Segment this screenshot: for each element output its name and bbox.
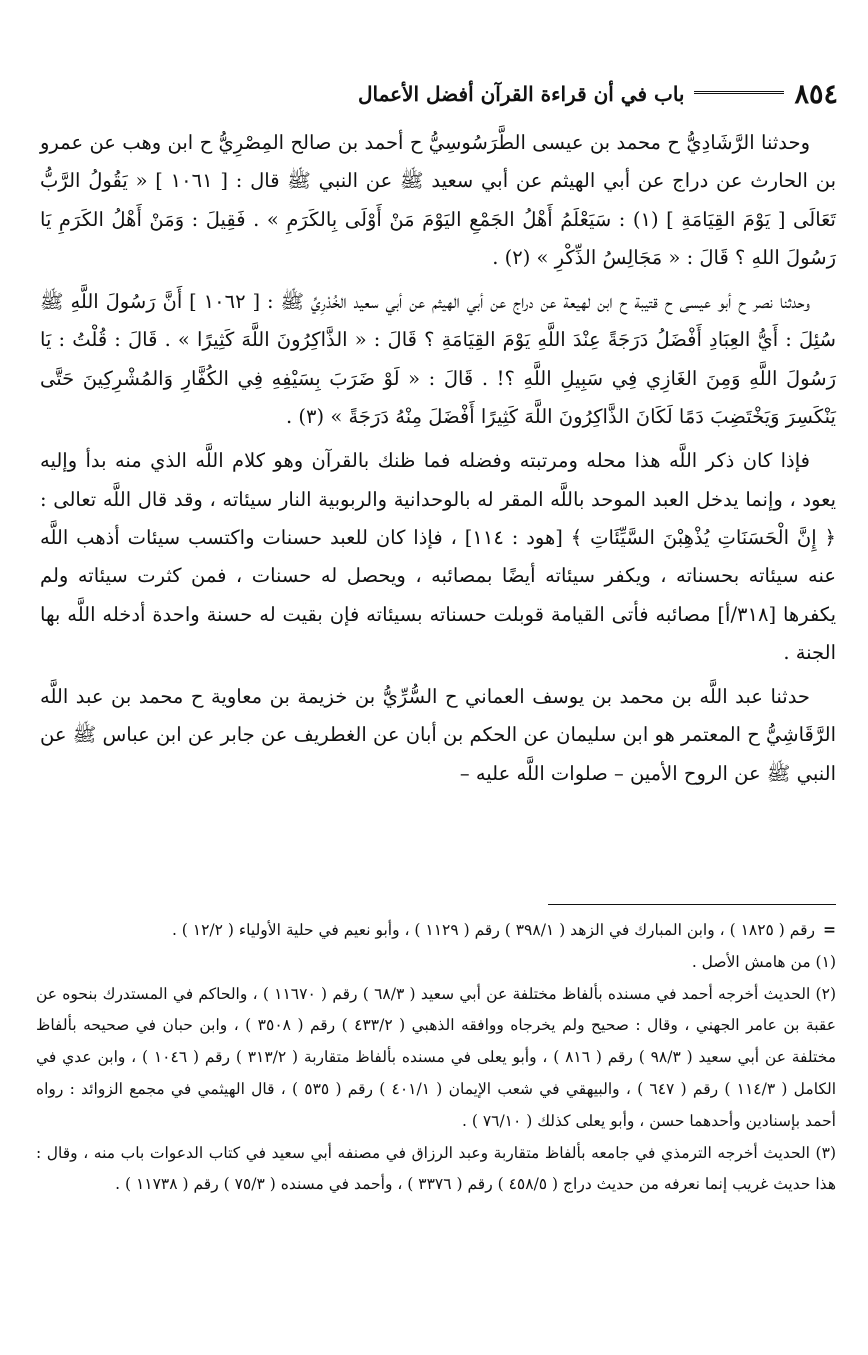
commentary-paragraph: فإذا كان ذكر اللَّه هذا محله ومرتبته وفضله فما ظنك بالقرآن وهو كلام اللَّه الذي منه بدأ وإليه يعود ، وإنما يدخل العبد الموحد باللَّه المقر له بالوحدانية والربوبية النار سيئاته ، وقد قال اللَّه تعالى : ﴿ إِنَّ الْحَسَنَاتِ يُذْهِبْنَ السَّيِّئَاتِ ﴾ [هود : ١١٤] ، فإذا كان للعبد حسنات واكتسب سيئات أذهب اللَّه عنه سيئاته بحسناته ، ويكفر سيئاته أيضًا بمصائبه ، ويحصل له حسنات ، فمن كثرت سيئاته ولم يكفرها [٣١٨/أ] مصائبه فأتى القيامة قوبلت حسناته بسيئاته فإن بقيت له حسنة واحدة أدخله اللَّه بها الجنة . xyxy=(40,449,837,664)
footnotes xyxy=(36,914,836,1201)
page-number: ٨٥٤ xyxy=(794,78,838,110)
header-double-rule xyxy=(694,91,784,98)
footnote-2: (٢) الحديث أخرجه أحمد في مسنده بألفاظ مختلفة عن أبي سعيد ( ٦٨/٣ ) رقم ( ١١٦٧٠ ) ، والحاكم في المستدرك بنحوه عن عقبة بن عامر الجهني ، وقال : صحيح ولم يخرجاه ووافقه الذهبي ( ٤٣٣/٢ ) رقم ( ٣٥٠٨ ) ، وابن حبان في صحيحه بألفاظ مختلفة عن أبي سعيد ( ٩٨/٣ ) رقم ( ٨١٦ ) ، وأبو يعلى في مسنده بألفاظ متقاربة ( ٣١٣/٢ ) رقم ( ١٠٤٦ ) ، وابن عدي في الكامل ( ١١٤/٣ ) رقم ( ٦٤٧ ) ، والبيهقي في شعب الإيمان ( ٤٠١/١ ) رقم ( ٥٣٥ ) ، قال الهيثمي في مجمع الزوائد : رواه أحمد بإسنادين وأحدهما حسن ، وأبو يعلى كذلك ( ٧٦/١٠ ) . xyxy=(36,984,837,1130)
footnote-1: (١) من هامش الأصل . xyxy=(691,952,836,971)
footnote-continuation: = رقم ( ١٨٢٥ ) ، وابن المبارك في الزهد ( ٣٩٨/١ ) رقم ( ١١٢٩ ) ، وأبو نعيم في حلية الأولياء ( ١٢/٢ ) . xyxy=(36,914,836,947)
chapter-title: باب في أن قراءة القرآن أفضل الأعمال xyxy=(357,82,685,106)
hadith-paragraph-1062: وحدثنا نصر ح أبو عيسى ح قتيبة ح ابن لهيعة عن دراج عن أبي الهيثم عن أبي سعيد الخُدْرِيِّ ﷺ : [ ١٠٦٢ ] أَنَّ رَسُولَ اللَّهِ ﷺ سُئِلَ : أَيُّ العِبَادِ أَفْضَلُ دَرَجَةً عِنْدَ اللَّهِ يَوْمَ القِيَامَةِ ؟ قَالَ : « الذَّاكِرُونَ اللَّهَ كَثِيرًا » . قَالَ : قُلْتُ : يَا رَسُولَ اللَّهِ وَمِنَ الغَازِي فِي سَبِيلِ اللَّهِ ؟! . قَالَ : « لَوْ ضَرَبَ بِسَيْفِهِ فِي الكُفَّارِ وَالمُشْرِكِينَ حَتَّى يَنْكَسِرَ وَيَخْتَضِبَ دَمًا لَكَانَ الذَّاكِرُونَ اللَّهَ كَثِيرًا أَفْضَلَ مِنْهُ دَرَجَةً » (٣) . xyxy=(40,290,836,429)
hadith-paragraph-1061: وحدثنا الرَّشَادِيُّ ح محمد بن عيسى الطَّرَسُوسِيُّ ح أحمد بن صالح المِصْرِيُّ ح ابن وهب عن عمرو بن الحارث عن دراج عن أبي الهيثم عن أبي سعيد ﷺ عن النبي ﷺ قال : [ ١٠٦١ ] « يَقُولُ الرَّبُّ تَعَالَى [ يَوْمَ القِيَامَةِ ] (١) : سَيَعْلَمُ أَهْلُ الجَمْعِ اليَوْمَ مَنْ أَوْلَى بِالكَرَمِ » . فَقِيلَ : وَمَنْ أَهْلُ الكَرَمِ يَا رَسُولَ اللهِ ؟ قَالَ : « مَجَالِسُ الذِّكْرِ » (٢) . xyxy=(40,131,837,269)
page-header xyxy=(30,72,838,116)
footnote-separator xyxy=(548,904,836,905)
footnote-3: (٣) الحديث أخرجه الترمذي في جامعه بألفاظ متقاربة وعبد الرزاق في مصنفه أبي سعيد في كتاب الدعوات باب منه ، وقال : هذا حديث غريب إنما نعرفه من حديث دراج ( ٤٥٨/٥ ) رقم ( ٣٣٧٦ ) ، وأحمد في مسنده ( ٧٥/٣ ) رقم ( ١١٧٣٨ ) . xyxy=(36,1143,836,1194)
main-text xyxy=(40,124,836,799)
isnad-paragraph: حدثنا عبد اللَّه بن محمد بن يوسف العماني ح السُّرِّيُّ بن خزيمة بن معاوية ح محمد بن عبد اللَّه الرَّقَاشِيُّ ح المعتمر هو ابن سليمان عن الحكم بن أبان عن الغطريف عن جابر عن ابن عباس ﷺ عن النبي ﷺ عن الروح الأمين – صلوات اللَّه عليه – xyxy=(40,685,836,785)
